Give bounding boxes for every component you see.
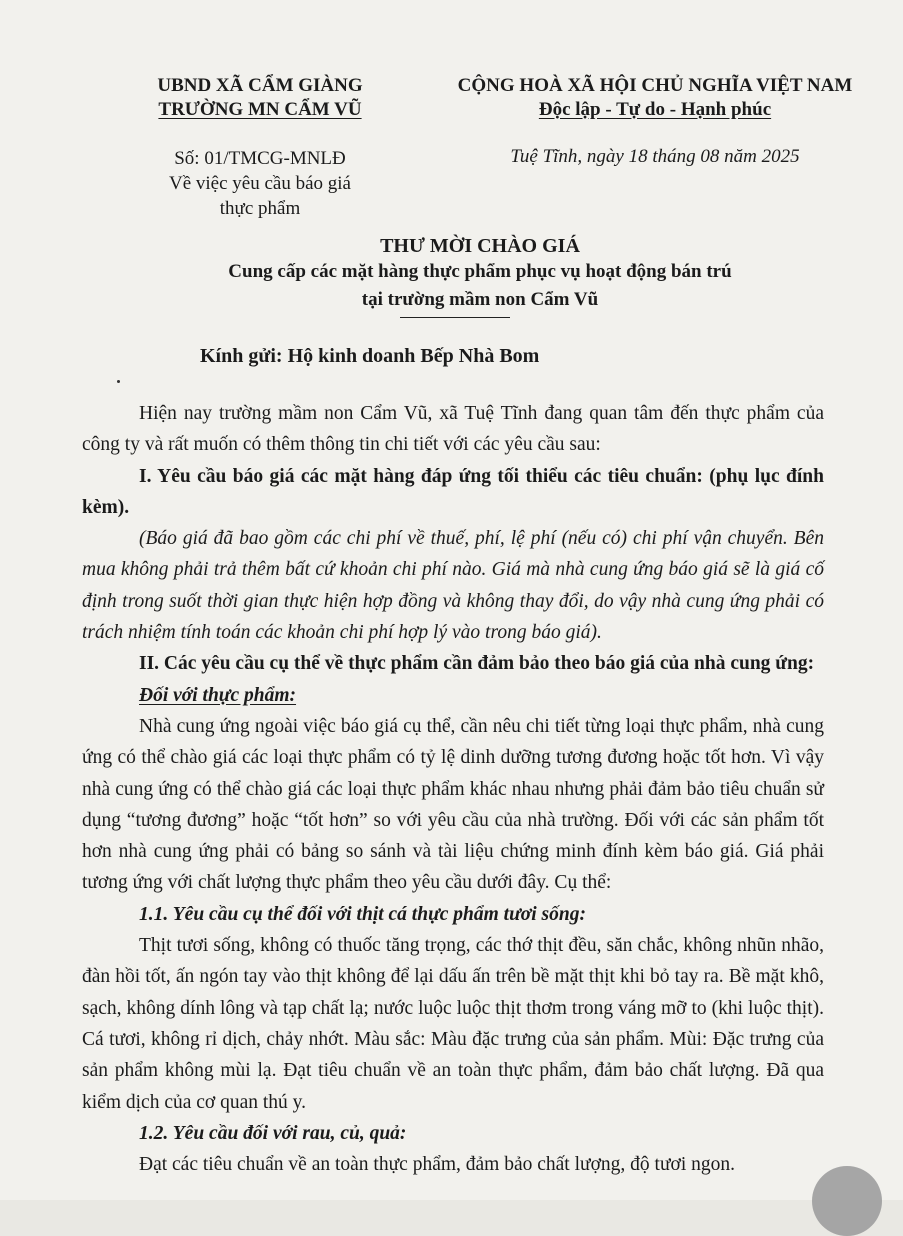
subsection-1-1-text: Thịt tươi sống, không có thuốc tăng trọng, các thớ thịt đều, săn chắc, không nhũn nhão, đàn hồi tốt, ấn ngón tay vào thịt không để lại dấu ấn trên bề mặt thịt khi bỏ tay ra. Bề mặt khô, sạch, không dính lông và tạp chất lạ; nước luộc luộc thịt thơm trong váng mỡ to (khi luộc thịt). Cá tươi, không rỉ dịch, chảy nhớt. Màu sắc: Màu đặc trưng của sản phẩm. Mùi: Đặc trưng của sản phẩm không mùi lạ. Đạt tiêu chuẩn về an toàn thực phẩm, đảm bảo chất lượng. Đã qua kiểm dịch của cơ quan thú y. xyxy=(82,935,824,1113)
food-heading: Đối với thực phẩm: xyxy=(139,684,297,706)
national-title: CỘNG HOÀ XÃ HỘI CHỦ NGHĨA VIỆT NAM xyxy=(457,75,853,96)
title-main: THƯ MỜI CHÀO GIÁ xyxy=(380,235,580,257)
scan-speck xyxy=(117,380,120,383)
subject-line-2: thực phẩm xyxy=(219,198,301,219)
floating-overlay-button[interactable] xyxy=(812,1166,882,1236)
national-motto: Độc lập - Tự do - Hạnh phúc xyxy=(538,99,772,120)
title-sub-2: tại trường mầm non Cẩm Vũ xyxy=(361,289,599,310)
subsection-1-1-heading: 1.1. Yêu cầu cụ thể đối với thịt cá thực phẩm tươi sống: xyxy=(139,903,586,925)
section-1-note: (Báo giá đã bao gồm các chi phí về thuế, phí, lệ phí (nếu có) chi phí vận chuyển. Bên mua không phải trả thêm bất cứ khoản chi phí nào. Giá mà nhà cung ứng báo giá sẽ là giá cố định trong suốt thời gian thực hiện hợp đồng và không thay đổi, do vậy nhà cung ứng phải có trách nhiệm tính toán các khoản chi phí hợp lý vào trong báo giá). xyxy=(82,528,824,644)
food-paragraph: Nhà cung ứng ngoài việc báo giá cụ thể, cần nêu chi tiết từng loại thực phẩm, nhà cung ứng có thể chào giá các loại thực phẩm có tỷ lệ dinh dưỡng tương đương hoặc tốt hơn. Vì vậy nhà cung ứng có thể chào giá các loại thực phẩm khác nhau nhưng phải đảm bảo tiêu chuẩn sử dụng “tương đương” hoặc “tốt hơn” so với yêu cầu của nhà trường. Đối với các sản phẩm tốt hơn nhà cung ứng phải có bảng so sánh và tài liệu chứng minh đính kèm báo giá. Giá phải tương ứng với chất lượng thực phẩm theo yêu cầu dưới đây. Cụ thể: xyxy=(82,715,824,894)
title-underline xyxy=(400,317,510,318)
intro-paragraph: Hiện nay trường mầm non Cẩm Vũ, xã Tuệ Tĩnh đang quan tâm đến thực phẩm của công ty và rất muốn có thêm thông tin chi tiết với các yêu cầu sau: xyxy=(82,403,824,456)
recipient: Kính gửi: Hộ kinh doanh Bếp Nhà Bom xyxy=(200,345,540,367)
issuer-school: TRƯỜNG MN CẨM VŨ xyxy=(158,99,362,120)
section-1-heading: I. Yêu cầu báo giá các mặt hàng đáp ứng tối thiểu các tiêu chuẩn: (phụ lục đính kèm). xyxy=(82,465,824,518)
document-title xyxy=(120,234,840,314)
title-sub-1: Cung cấp các mặt hàng thực phẩm phục vụ hoạt động bán trú xyxy=(228,261,732,282)
issuer-header xyxy=(130,74,390,122)
place-date: Tuệ Tĩnh, ngày 18 tháng 08 năm 2025 xyxy=(510,146,800,167)
subject-line-1: Về việc yêu cầu báo giá xyxy=(169,173,351,194)
document-reference xyxy=(130,146,390,221)
subsection-1-2-heading: 1.2. Yêu cầu đối với rau, củ, quả: xyxy=(139,1122,407,1144)
national-header xyxy=(420,74,890,122)
section-2-heading: II. Các yêu cầu cụ thể về thực phẩm cần đảm bảo theo báo giá của nhà cung ứng: xyxy=(139,653,815,675)
subsection-1-2-text: Đạt các tiêu chuẩn về an toàn thực phẩm, đảm bảo chất lượng, độ tươi ngon. xyxy=(139,1154,735,1176)
issuer-authority: UBND XÃ CẨM GIÀNG xyxy=(157,75,363,96)
document-number: Số: 01/TMCG-MNLĐ xyxy=(174,148,346,169)
letter-body xyxy=(82,398,824,1180)
